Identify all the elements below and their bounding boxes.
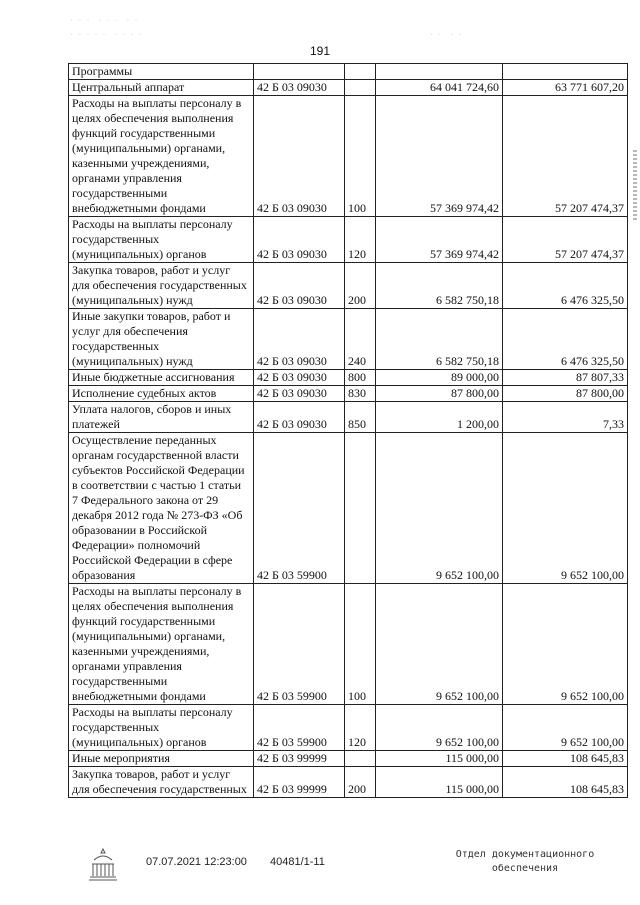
row-name-cell: Иные закупки товаров, работ и услуг для обеспечения государственных (муниципальных) нужд: [69, 309, 254, 370]
department-stamp-line-2: обеспечения: [491, 863, 559, 874]
row-planned-amount-cell: 6 582 750,18: [376, 263, 503, 309]
row-expense-type-cell: 200: [345, 263, 376, 309]
table-row: [69, 584, 628, 705]
row-expense-type-cell: 120: [345, 217, 376, 263]
row-planned-amount-cell: 115 000,00: [376, 751, 503, 767]
emblem-logo-icon: [86, 846, 120, 886]
row-code-cell: [254, 64, 345, 80]
row-executed-amount-cell: 87 807,33: [503, 370, 628, 386]
row-planned-amount-cell: 9 652 100,00: [376, 433, 503, 584]
row-executed-amount-cell: 6 476 325,50: [503, 263, 628, 309]
row-code-cell: 42 Б 03 09030: [254, 309, 345, 370]
row-executed-amount-cell: 7,33: [503, 402, 628, 433]
row-planned-amount-cell: 87 800,00: [376, 386, 503, 402]
table-row: [69, 217, 628, 263]
table-row: [69, 433, 628, 584]
row-expense-type-cell: 830: [345, 386, 376, 402]
page-number: 191: [309, 44, 331, 58]
row-expense-type-cell: 100: [345, 96, 376, 217]
budget-table-body: [69, 64, 628, 798]
row-expense-type-cell: 120: [345, 705, 376, 751]
row-executed-amount-cell: 6 476 325,50: [503, 309, 628, 370]
row-expense-type-cell: 100: [345, 584, 376, 705]
row-expense-type-cell: [345, 751, 376, 767]
department-stamp-line-1: Отдел документационного: [455, 849, 595, 860]
row-name-cell: Иные бюджетные ассигнования: [69, 370, 254, 386]
row-planned-amount-cell: 9 652 100,00: [376, 584, 503, 705]
row-executed-amount-cell: 108 645,83: [503, 767, 628, 798]
row-code-cell: 42 Б 03 09030: [254, 263, 345, 309]
row-code-cell: 42 Б 03 59900: [254, 705, 345, 751]
row-name-cell: Расходы на выплаты персоналу в целях обеспечения выполнения функций государственными (муниципальными) органами, казенными учреждениями, органами управления государственными внебюджетными фондами: [69, 96, 254, 217]
row-planned-amount-cell: 1 200,00: [376, 402, 503, 433]
row-name-cell: Программы: [69, 64, 254, 80]
row-code-cell: 42 Б 03 99999: [254, 751, 345, 767]
table-row: [69, 64, 628, 80]
row-code-cell: 42 Б 03 09030: [254, 96, 345, 217]
row-name-cell: Закупка товаров, работ и услуг для обеспечения государственных (муниципальных) нужд: [69, 263, 254, 309]
row-executed-amount-cell: 108 645,83: [503, 751, 628, 767]
table-row: [69, 80, 628, 96]
row-code-cell: 42 Б 03 09030: [254, 402, 345, 433]
row-code-cell: 42 Б 03 09030: [254, 370, 345, 386]
row-executed-amount-cell: 9 652 100,00: [503, 433, 628, 584]
row-name-cell: Центральный аппарат: [69, 80, 254, 96]
row-executed-amount-cell: 57 207 474,37: [503, 217, 628, 263]
row-executed-amount-cell: [503, 64, 628, 80]
row-name-cell: Расходы на выплаты персоналу государственных (муниципальных) органов: [69, 217, 254, 263]
row-name-cell: Иные мероприятия: [69, 751, 254, 767]
row-planned-amount-cell: 6 582 750,18: [376, 309, 503, 370]
row-code-cell: 42 Б 03 59900: [254, 584, 345, 705]
department-stamp: [440, 848, 610, 876]
row-code-cell: 42 Б 03 59900: [254, 433, 345, 584]
table-row: [69, 705, 628, 751]
scan-edge-mark: [633, 150, 637, 220]
footer-document-number: 40481/1-11: [270, 856, 325, 868]
row-name-cell: Расходы на выплаты персоналу государственных (муниципальных) органов: [69, 705, 254, 751]
row-planned-amount-cell: 89 000,00: [376, 370, 503, 386]
row-expense-type-cell: 850: [345, 402, 376, 433]
table-row: [69, 370, 628, 386]
row-code-cell: 42 Б 03 99999: [254, 767, 345, 798]
table-row: [69, 263, 628, 309]
footer-datetime: 07.07.2021 12:23:00: [146, 856, 247, 868]
row-expense-type-cell: [345, 80, 376, 96]
row-planned-amount-cell: [376, 64, 503, 80]
table-row: [69, 309, 628, 370]
row-code-cell: 42 Б 03 09030: [254, 386, 345, 402]
row-executed-amount-cell: 9 652 100,00: [503, 584, 628, 705]
faded-header-marks: · · · · · · · · · · · · · · · · · · · · ·: [70, 15, 463, 40]
budget-table: [68, 63, 628, 798]
row-executed-amount-cell: 9 652 100,00: [503, 705, 628, 751]
row-code-cell: 42 Б 03 09030: [254, 80, 345, 96]
row-executed-amount-cell: 57 207 474,37: [503, 96, 628, 217]
table-row: [69, 96, 628, 217]
table-row: [69, 386, 628, 402]
row-name-cell: Осуществление переданных органам государственной власти субъектов Российской Федерации в соответствии с частью 1 статьи 7 Федерального закона от 29 декабря 2012 года № 273-ФЗ «Об образовании в Российской Федерации» полномочий Российской Федерации в сфере образования: [69, 433, 254, 584]
row-name-cell: Уплата налогов, сборов и иных платежей: [69, 402, 254, 433]
row-planned-amount-cell: 9 652 100,00: [376, 705, 503, 751]
table-row: [69, 751, 628, 767]
row-name-cell: Закупка товаров, работ и услуг для обеспечения государственных: [69, 767, 254, 798]
row-name-cell: Расходы на выплаты персоналу в целях обеспечения выполнения функций государственными (муниципальными) органами, казенными учреждениями, органами управления государственными внебюджетными фондами: [69, 584, 254, 705]
table-row: [69, 402, 628, 433]
row-expense-type-cell: [345, 433, 376, 584]
row-planned-amount-cell: 57 369 974,42: [376, 96, 503, 217]
row-expense-type-cell: 240: [345, 309, 376, 370]
table-row: [69, 767, 628, 798]
row-expense-type-cell: 200: [345, 767, 376, 798]
row-expense-type-cell: [345, 64, 376, 80]
row-code-cell: 42 Б 03 09030: [254, 217, 345, 263]
row-planned-amount-cell: 64 041 724,60: [376, 80, 503, 96]
row-planned-amount-cell: 115 000,00: [376, 767, 503, 798]
row-expense-type-cell: 800: [345, 370, 376, 386]
page-footer: [0, 846, 640, 896]
row-planned-amount-cell: 57 369 974,42: [376, 217, 503, 263]
row-executed-amount-cell: 87 800,00: [503, 386, 628, 402]
row-name-cell: Исполнение судебных актов: [69, 386, 254, 402]
row-executed-amount-cell: 63 771 607,20: [503, 80, 628, 96]
